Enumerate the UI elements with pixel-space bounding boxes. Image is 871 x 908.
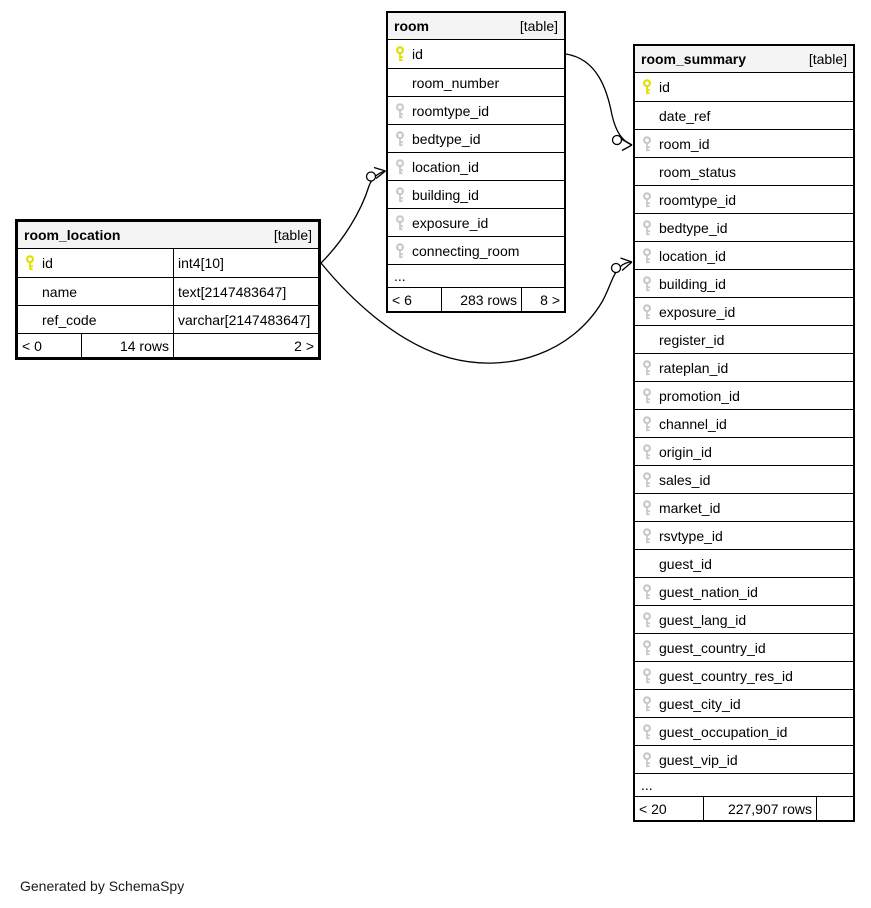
table-type-badge: [table] [273,227,312,243]
column-name [635,270,853,297]
column-name [388,69,564,96]
column-type: text[2147483647] [173,278,318,305]
column-name [635,102,853,129]
column-name-label: exposure_id [659,303,736,320]
column-row-room_id [635,129,853,157]
column-name-label: location_id [659,247,726,264]
foreign-key-icon [642,528,652,544]
foreign-key-icon [642,276,652,292]
foreign-key-icon [642,584,652,600]
column-name-label: guest_occupation_id [659,723,788,740]
column-name-label: date_ref [659,107,711,124]
table-room-location-header[interactable] [18,222,318,249]
column-row-id [635,73,853,101]
column-name [635,746,853,773]
foreign-key-icon [642,416,652,432]
column-row-market_id [635,493,853,521]
column-name-label: register_id [659,331,725,348]
foreign-key-icon [642,696,652,712]
foreign-key-icon [395,159,405,175]
column-row-origin_id [635,437,853,465]
foreign-key-icon [642,752,652,768]
column-row-promotion_id [635,381,853,409]
column-name-label: guest_lang_id [659,611,747,628]
row-count: 227,907 rows [703,797,816,820]
foreign-key-icon [642,248,652,264]
column-name [635,522,853,549]
column-name-label: guest_country_res_id [659,667,793,684]
hidden-columns-before: < 6 [392,291,412,308]
column-name [635,438,853,465]
hidden-columns-after: 8 > [521,288,564,311]
foreign-key-icon [642,444,652,460]
table-room-columns [388,40,564,264]
foreign-key-icon [642,472,652,488]
column-name-label: name [42,283,78,300]
column-row-location_id [635,241,853,269]
ellipsis-row: ... [388,264,564,287]
column-name-label: roomtype_id [412,102,490,119]
hidden-columns-before: < 20 [639,800,667,817]
column-row-guest_country_res_id [635,661,853,689]
table-room-location [15,219,321,360]
row-count: 14 rows [81,334,173,357]
foreign-key-icon [642,612,652,628]
column-type: varchar[2147483647] [173,306,318,333]
column-row-roomtype_id [388,96,564,124]
foreign-key-icon [642,388,652,404]
column-name-label: location_id [412,158,479,175]
table-room-summary-columns [635,73,853,773]
foreign-key-icon [395,187,405,203]
column-row-rateplan_id [635,353,853,381]
column-row-building_id [635,269,853,297]
column-row-roomtype_id [635,185,853,213]
column-row-guest_nation_id [635,577,853,605]
column-name-label: market_id [659,499,721,516]
generator-credit: Generated by SchemaSpy [20,878,185,894]
column-name-label: guest_country_id [659,639,766,656]
row-count: 283 rows [441,288,521,311]
table-room-summary-footer [635,796,853,820]
column-name-label: guest_nation_id [659,583,758,600]
column-row-id [388,40,564,68]
relationship-room-id-to-room-summary-room-id [566,54,632,151]
column-name [635,466,853,493]
column-name [635,662,853,689]
table-room-location-footer [18,333,318,357]
foreign-key-icon [642,640,652,656]
column-row-guest_id [635,549,853,577]
foreign-key-icon [642,136,652,152]
hidden-columns-after [816,797,853,820]
column-row-building_id [388,180,564,208]
column-name-label: id [659,79,670,95]
column-name-label: origin_id [659,443,712,460]
foreign-key-icon [642,220,652,236]
column-name [635,186,853,213]
column-name [635,634,853,661]
column-name [635,242,853,269]
column-name [388,237,564,264]
column-name-label: room_number [412,74,500,91]
column-row-guest_lang_id [635,605,853,633]
column-row-guest_vip_id [635,745,853,773]
column-row-name [18,277,318,305]
primary-key-icon [642,79,652,95]
column-row-channel_id [635,409,853,437]
table-type-badge: [table] [808,51,847,67]
column-row-guest_city_id [635,689,853,717]
column-name-label: sales_id [659,471,711,488]
column-name-label: rsvtype_id [659,527,723,544]
column-name-label: building_id [659,275,726,292]
table-room [386,11,566,313]
column-name-label: id [42,255,53,271]
column-name [388,97,564,124]
column-name-label: connecting_room [412,242,520,259]
foreign-key-icon [642,360,652,376]
column-name [18,306,173,333]
column-name-label: promotion_id [659,387,740,404]
table-title: room [394,18,429,34]
column-name-label: building_id [412,186,479,203]
column-name [635,130,853,157]
column-name [388,40,564,68]
foreign-key-icon [642,724,652,740]
column-row-sales_id [635,465,853,493]
primary-key-icon [395,46,405,62]
foreign-key-icon [642,500,652,516]
column-name [635,298,853,325]
column-row-connecting_room [388,236,564,264]
column-row-bedtype_id [388,124,564,152]
foreign-key-icon [395,103,405,119]
column-name-label: exposure_id [412,214,489,231]
column-row-ref_code [18,305,318,333]
table-type-badge: [table] [519,18,558,34]
column-name [388,153,564,180]
column-name [635,718,853,745]
column-type: int4[10] [173,249,318,277]
column-name [635,690,853,717]
column-name [635,494,853,521]
column-name [635,354,853,381]
hidden-columns-after: 2 > [173,334,318,357]
foreign-key-icon [395,243,405,259]
foreign-key-icon [395,131,405,147]
column-row-room_number [388,68,564,96]
column-name [18,249,173,277]
column-row-exposure_id [635,297,853,325]
table-room-header[interactable] [388,13,564,40]
table-room-summary-header[interactable] [635,46,853,73]
table-title: room_location [24,227,121,243]
column-name [635,578,853,605]
column-name-label: rateplan_id [659,359,729,376]
column-name-label: channel_id [659,415,727,432]
column-row-date_ref [635,101,853,129]
column-name [635,158,853,185]
column-name [635,606,853,633]
column-row-room_status [635,157,853,185]
column-row-exposure_id [388,208,564,236]
column-name-label: ref_code [42,311,97,328]
column-name-label: room_status [659,163,737,180]
column-name-label: bedtype_id [659,219,728,236]
column-name [18,278,173,305]
column-name-label: roomtype_id [659,191,737,208]
ellipsis-row: ... [635,773,853,796]
hidden-columns-before: < 0 [22,337,42,354]
column-name-label: guest_city_id [659,695,741,712]
column-name [635,550,853,577]
table-room-footer [388,287,564,311]
column-row-location_id [388,152,564,180]
table-room-location-columns [18,249,318,333]
column-row-id [18,249,318,277]
column-name [635,214,853,241]
column-name-label: id [412,46,423,62]
column-name [388,181,564,208]
table-room-summary [633,44,855,822]
column-name-label: guest_vip_id [659,751,738,768]
column-name-label: bedtype_id [412,130,481,147]
column-name-label: guest_id [659,555,712,572]
column-name [635,410,853,437]
column-row-guest_country_id [635,633,853,661]
foreign-key-icon [642,668,652,684]
column-name-label: room_id [659,135,710,152]
column-row-rsvtype_id [635,521,853,549]
primary-key-icon [25,255,35,271]
foreign-key-icon [395,215,405,231]
column-name [635,326,853,353]
foreign-key-icon [642,304,652,320]
column-name [635,382,853,409]
table-title: room_summary [641,51,747,67]
column-name [635,73,853,101]
column-name [388,209,564,236]
column-row-guest_occupation_id [635,717,853,745]
foreign-key-icon [642,192,652,208]
column-name [388,125,564,152]
column-row-register_id [635,325,853,353]
relationship-room-location-id-to-room-location-id [321,168,386,264]
column-row-bedtype_id [635,213,853,241]
